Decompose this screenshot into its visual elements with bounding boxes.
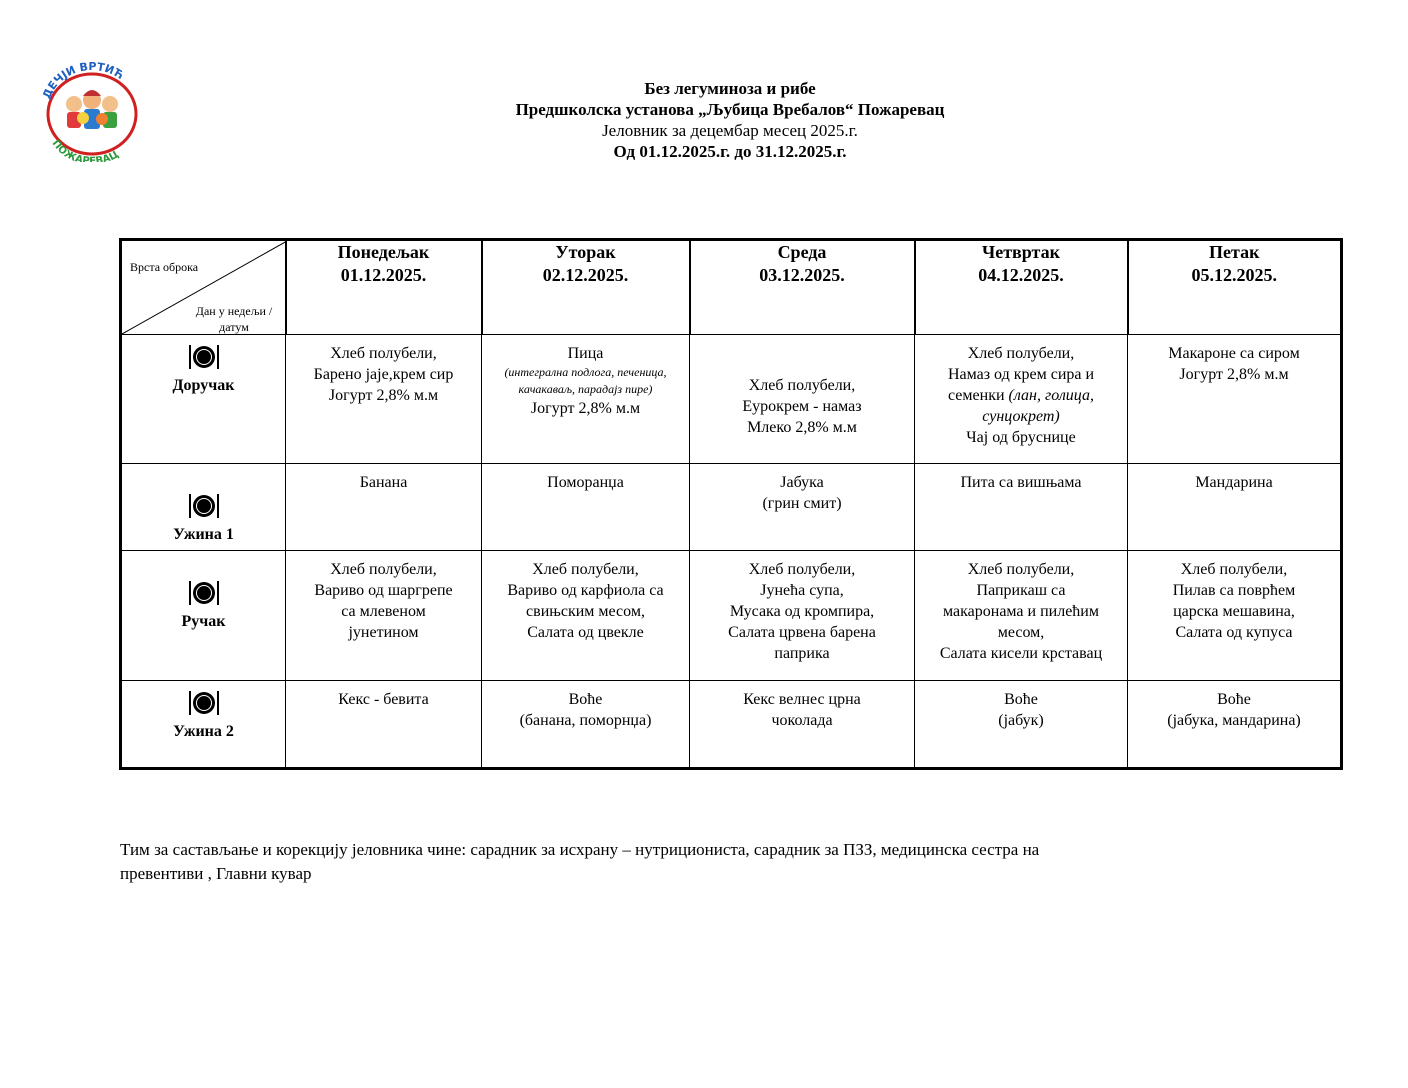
food-line: Јунећа супа, xyxy=(760,582,844,599)
plate-cutlery-icon xyxy=(186,492,222,520)
menu-table xyxy=(119,238,1343,770)
meal-name: Ужина 1 xyxy=(173,526,234,543)
food-line: макаронама и пилећим xyxy=(943,603,1099,620)
food-line: Пилав са поврћем xyxy=(1172,582,1296,599)
plate-cutlery-icon xyxy=(186,579,222,607)
food-line: Хлеб полубели, xyxy=(967,561,1075,578)
cell-snack1-wednesday xyxy=(690,464,915,551)
food-note: (интегрална подлога, печеница, качакаваљ, парадајз пире) xyxy=(504,365,667,396)
table-header-row xyxy=(121,240,1342,335)
food-line: Хлеб полубели, xyxy=(748,377,856,394)
food-line: Хлеб полубели, xyxy=(330,561,437,578)
food-line: (банана, поморнџа) xyxy=(519,712,652,729)
food-line: Салата црвена барена xyxy=(728,624,876,641)
logo-bottom-text: ПОЖАРЕВАЦ xyxy=(49,138,121,162)
day-header-friday xyxy=(1128,240,1342,335)
food-line: Пица xyxy=(567,345,604,362)
footer-line: превентиви , Главни кувар xyxy=(120,864,312,883)
cell-breakfast-wednesday xyxy=(690,335,915,464)
food-line: Јогурт 2,8% м.м xyxy=(1179,366,1289,383)
food-line: Еурокрем - намаз xyxy=(742,398,862,415)
food-line: Салата од купуса xyxy=(1175,624,1293,641)
meal-label-snack1 xyxy=(121,464,286,551)
day-date: 02.12.2025. xyxy=(542,265,629,285)
food-line: јунетином xyxy=(348,624,419,641)
cell-breakfast-friday xyxy=(1128,335,1342,464)
svg-text:ДЕЧЈИ ВРТИЋ xyxy=(40,62,126,101)
food-line: (јабук) xyxy=(998,712,1044,729)
corner-day-date-label: Дан у недељи / датум xyxy=(195,304,273,334)
header-line-diet: Без легуминоза и рибе xyxy=(644,79,816,98)
meal-name: Ужина 2 xyxy=(173,723,234,740)
cell-breakfast-thursday xyxy=(915,335,1128,464)
food-line: Кекс велнес црна xyxy=(743,691,861,708)
food-line: Јабука xyxy=(780,474,824,491)
food-line: Чај од брусницe xyxy=(966,429,1076,446)
food-line: Намаз од крем сира и xyxy=(947,366,1095,383)
food-note: (лан, голица, сунцокрет) xyxy=(982,387,1094,425)
meal-label-lunch xyxy=(121,551,286,681)
day-date: 03.12.2025. xyxy=(759,265,845,285)
food-line: Хлеб полубели, xyxy=(1180,561,1288,578)
logo-top-text: ДЕЧЈИ ВРТИЋ xyxy=(40,62,127,101)
day-date: 01.12.2025. xyxy=(340,265,427,285)
food-line: Салата од цвекле xyxy=(527,624,644,641)
menu-team-note xyxy=(120,838,1240,886)
food-line: царска мешавина, xyxy=(1173,603,1295,620)
meal-name: Доручак xyxy=(172,377,235,394)
food-line: Мандарина xyxy=(1195,474,1273,491)
document-header xyxy=(330,78,1130,162)
food-line: Паприкаш са xyxy=(976,582,1066,599)
food-line: паприка xyxy=(774,645,830,662)
food-line: Хлеб полубели, xyxy=(748,561,856,578)
food-line: Вариво од карфиола са xyxy=(507,582,664,599)
food-line: са млевеном xyxy=(341,603,426,620)
day-date: 05.12.2025. xyxy=(1191,265,1277,285)
food-line: семенки xyxy=(948,387,1005,404)
table-corner-cell xyxy=(121,240,286,335)
cell-snack2-monday xyxy=(286,681,482,769)
food-line: месом, xyxy=(997,624,1045,641)
food-line: (грин смит) xyxy=(762,495,842,512)
food-line: чоколада xyxy=(771,712,833,729)
day-name: Понедељак xyxy=(337,242,430,262)
table-row-snack1 xyxy=(121,464,1342,551)
plate-cutlery-icon xyxy=(186,343,222,371)
food-line: Хлеб полубели, xyxy=(330,345,437,362)
cell-lunch-thursday xyxy=(915,551,1128,681)
food-line: Макароне са сиром xyxy=(1168,345,1300,362)
cell-snack2-tuesday xyxy=(482,681,690,769)
cell-snack1-friday xyxy=(1128,464,1342,551)
cell-breakfast-tuesday xyxy=(482,335,690,464)
food-line: Хлеб полубели, xyxy=(967,345,1075,362)
day-header-tuesday xyxy=(482,240,690,335)
table-row-breakfast xyxy=(121,335,1342,464)
day-header-monday xyxy=(286,240,482,335)
food-line: Поморанџа xyxy=(547,474,624,491)
meal-name: Ручак xyxy=(181,613,226,630)
cell-breakfast-monday xyxy=(286,335,482,464)
food-line: Хлеб полубели, xyxy=(532,561,639,578)
table-row-snack2 xyxy=(121,681,1342,769)
cell-lunch-wednesday xyxy=(690,551,915,681)
food-line: Пита са вишњама xyxy=(960,474,1082,491)
cell-lunch-tuesday xyxy=(482,551,690,681)
food-line: Млеко 2,8% м.м xyxy=(747,419,857,436)
food-line: Јогурт 2,8% м.м xyxy=(328,387,439,404)
footer-line: Тим за састављање и корекцију јеловника чине: сарадник за исхрану – нутриционистa, сарадник за ПЗЗ, медицинска сестра на xyxy=(120,840,1040,859)
plate-cutlery-icon xyxy=(186,689,222,717)
food-line: Салата кисели крставац xyxy=(939,645,1103,662)
day-name: Петак xyxy=(1209,242,1260,262)
day-date: 04.12.2025. xyxy=(978,265,1064,285)
food-line: Воће xyxy=(568,691,603,708)
day-name: Четвртак xyxy=(982,242,1060,262)
food-line: Вариво од шаргрепе xyxy=(314,582,453,599)
cell-snack1-tuesday xyxy=(482,464,690,551)
food-line: Воће xyxy=(1004,691,1038,708)
food-line: Барено јаје,крем сир xyxy=(313,366,454,383)
header-menu-title: Јеловник за децембар месец 2025.г. xyxy=(602,121,858,140)
food-line: Банана xyxy=(359,474,408,491)
header-institution: Предшколска установа „Љубица Вребалов“ Пожаревац xyxy=(515,100,945,119)
day-name: Уторак xyxy=(555,242,616,262)
cell-snack2-wednesday xyxy=(690,681,915,769)
meal-label-breakfast xyxy=(121,335,286,464)
cell-snack2-friday xyxy=(1128,681,1342,769)
food-line: (јабука, мандарина) xyxy=(1167,712,1301,729)
cell-lunch-friday xyxy=(1128,551,1342,681)
food-line: свињским месом, xyxy=(526,603,645,620)
meal-label-snack2 xyxy=(121,681,286,769)
food-line: Воће xyxy=(1217,691,1251,708)
cell-lunch-monday xyxy=(286,551,482,681)
kindergarten-logo xyxy=(38,62,146,162)
day-header-wednesday xyxy=(690,240,915,335)
cell-snack1-thursday xyxy=(915,464,1128,551)
food-line: Мусака од кромпира, xyxy=(729,603,875,620)
food-line: Јогурт 2,8% м.м xyxy=(530,400,641,417)
table-row-lunch xyxy=(121,551,1342,681)
food-line: Кекс - бевита xyxy=(338,691,429,708)
cell-snack2-thursday xyxy=(915,681,1128,769)
cell-snack1-monday xyxy=(286,464,482,551)
corner-meal-type-label: Врста оброка xyxy=(130,260,199,274)
day-name: Среда xyxy=(777,242,827,262)
header-date-range: Од 01.12.2025.г. до 31.12.2025.г. xyxy=(613,142,847,161)
day-header-thursday xyxy=(915,240,1128,335)
